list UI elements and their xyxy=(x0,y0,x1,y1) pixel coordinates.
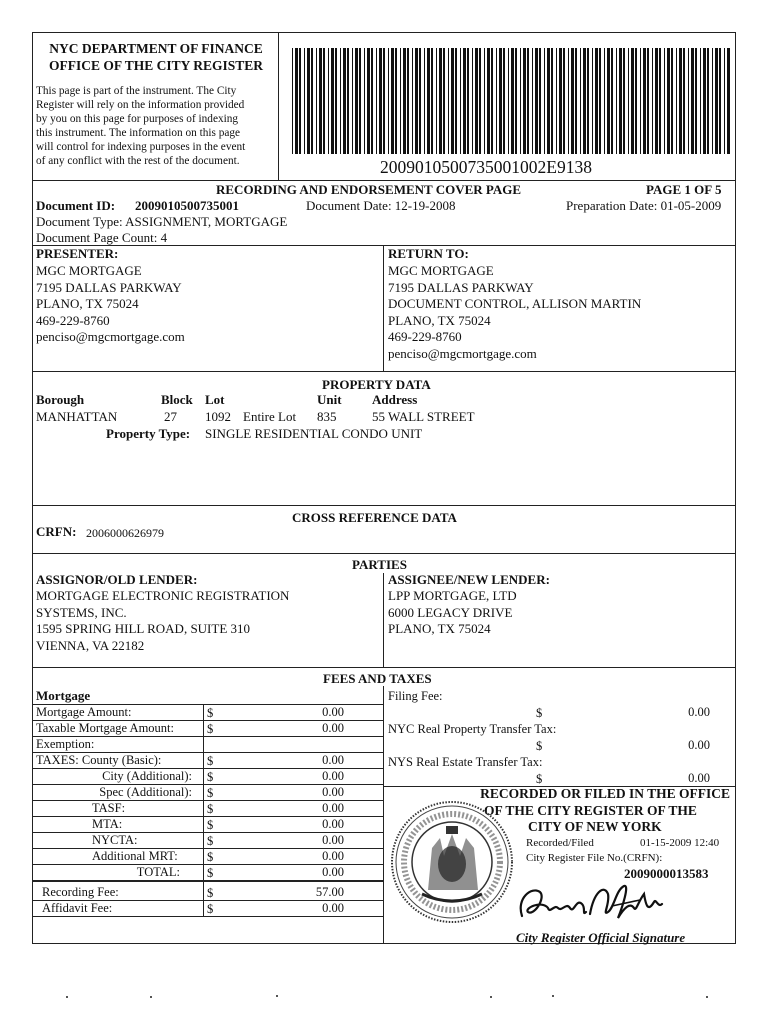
recorded-filed-label: Recorded/Filed xyxy=(526,837,594,849)
signature-caption: City Register Official Signature xyxy=(516,930,686,945)
nys-transfer-tax-label: NYS Real Estate Transfer Tax: xyxy=(388,755,543,769)
address-line: MGC MORTGAGE xyxy=(388,263,494,278)
address-line: VIENNA, VA 22182 xyxy=(36,637,145,653)
notice-line: Register will rely on the information provided xyxy=(36,99,245,111)
column-header-unit: Unit xyxy=(317,392,342,407)
document-id: 2009010500735001 xyxy=(135,198,239,213)
phone-number: 469-229-8760 xyxy=(388,329,462,344)
divider xyxy=(32,505,736,506)
divider xyxy=(32,371,736,372)
scan-artifact xyxy=(150,996,152,998)
parties-title: PARTIES xyxy=(352,557,407,572)
fee-amount: 0.00 xyxy=(322,801,344,815)
department-heading xyxy=(34,40,278,74)
fee-amount: 57.00 xyxy=(315,885,344,899)
fee-row-label: Spec (Additional): xyxy=(99,785,192,799)
phone-number: 469-229-8760 xyxy=(36,312,110,328)
scan-artifact xyxy=(490,996,492,998)
crfn-value: 2006000626979 xyxy=(86,526,164,540)
cross-reference-title: CROSS REFERENCE DATA xyxy=(292,510,457,525)
currency-symbol: $ xyxy=(207,834,214,848)
document-type: Document Type: ASSIGNMENT, MORTGAGE xyxy=(36,214,288,229)
address-line: LPP MORTGAGE, LTD xyxy=(388,588,517,603)
address-line: 1595 SPRING HILL ROAD, SUITE 310 xyxy=(36,621,251,636)
city-seal-icon xyxy=(388,798,516,926)
currency-symbol: $ xyxy=(207,786,214,800)
column-header-block: Block xyxy=(161,392,193,407)
fee-row-label: MTA: xyxy=(92,817,123,831)
document-id-label: Document ID: xyxy=(36,198,116,213)
property-type: SINGLE RESIDENTIAL CONDO UNIT xyxy=(205,426,423,441)
barcode-image xyxy=(292,48,730,154)
column-divider xyxy=(383,686,384,944)
scan-artifact xyxy=(276,995,278,997)
department-name: NYC DEPARTMENT OF FINANCE xyxy=(49,41,263,56)
crfn-label: CRFN: xyxy=(36,524,77,539)
assignee-address xyxy=(388,588,517,638)
fee-amount: 0.00 xyxy=(322,833,344,847)
fee-amount: 0.00 xyxy=(322,901,344,915)
assignor-address xyxy=(36,588,289,654)
fee-row-label: Recording Fee: xyxy=(42,885,119,899)
return-to-label: RETURN TO: xyxy=(388,246,469,261)
fee-amount: 0.00 xyxy=(322,817,344,831)
address-line: SYSTEMS, INC. xyxy=(36,604,127,620)
email-address: penciso@mgcmortgage.com xyxy=(388,345,537,361)
filing-fee-label: Filing Fee: xyxy=(388,689,443,703)
column-header-lot: Lot xyxy=(205,392,225,407)
fees-and-taxes-title: FEES AND TAXES xyxy=(323,671,432,686)
filing-fee-amount: 0.00 xyxy=(688,705,710,719)
currency-symbol: $ xyxy=(207,886,214,900)
presenter-label: PRESENTER: xyxy=(36,246,119,261)
notice-line: This page is part of the instrument. The City xyxy=(36,85,237,97)
fee-row-line xyxy=(32,848,383,849)
currency-symbol: $ xyxy=(207,754,214,768)
presenter-address xyxy=(36,263,185,346)
fee-row-label: Exemption: xyxy=(36,737,95,751)
column-header-address: Address xyxy=(372,392,418,407)
fee-row-line xyxy=(32,900,383,901)
total-rule xyxy=(32,880,383,882)
fee-row-label: TASF: xyxy=(92,801,126,815)
fee-row-label: Additional MRT: xyxy=(92,849,178,863)
recorded-filed-date: 01-15-2009 12:40 xyxy=(640,837,720,849)
fee-row-label: Taxable Mortgage Amount: xyxy=(36,721,174,735)
currency-symbol: $ xyxy=(207,866,214,880)
fee-amount: 0.00 xyxy=(322,785,344,799)
divider xyxy=(32,245,736,246)
notice-line: will control for indexing purposes in the event xyxy=(36,141,246,153)
fee-row-line xyxy=(32,916,383,917)
fee-row-label: Affidavit Fee: xyxy=(42,901,113,915)
address-line: 7195 DALLAS PARKWAY xyxy=(36,279,182,295)
property-unit: 835 xyxy=(317,409,337,424)
property-entire-lot: Entire Lot xyxy=(243,409,297,424)
fee-amount: 0.00 xyxy=(322,769,344,783)
property-data-title: PROPERTY DATA xyxy=(322,377,431,392)
address-line: PLANO, TX 75024 xyxy=(36,296,139,311)
property-borough: MANHATTAN xyxy=(36,409,118,424)
fee-amount: 0.00 xyxy=(322,705,344,719)
fee-amount: 0.00 xyxy=(322,753,344,767)
fee-row-line xyxy=(32,816,383,817)
address-line: PLANO, TX 75024 xyxy=(388,312,491,328)
preparation-date: Preparation Date: 01-05-2009 xyxy=(566,198,722,213)
column-header-borough: Borough xyxy=(36,392,85,407)
fee-amount: 0.00 xyxy=(322,865,344,879)
cover-page-title: RECORDING AND ENDORSEMENT COVER PAGE xyxy=(216,182,522,197)
scan-artifact xyxy=(552,995,554,997)
address-line: 7195 DALLAS PARKWAY xyxy=(388,279,534,295)
city-register-file-label: City Register File No.(CRFN): xyxy=(526,852,663,864)
currency-symbol: $ xyxy=(207,802,214,816)
currency-symbol: $ xyxy=(207,722,214,736)
fee-row-label: City (Additional): xyxy=(102,769,192,783)
fee-amount: 0.00 xyxy=(322,721,344,735)
fee-row-line xyxy=(32,784,383,785)
official-signature-icon xyxy=(512,878,672,928)
recorded-line: RECORDED OR FILED IN THE OFFICE xyxy=(480,786,730,801)
currency-symbol: $ xyxy=(207,706,214,720)
property-address: 55 WALL STREET xyxy=(372,409,475,424)
fee-row-line xyxy=(32,832,383,833)
fee-row-line xyxy=(32,800,383,801)
nyc-transfer-tax-amount: 0.00 xyxy=(688,738,710,752)
nys-transfer-tax-amount: 0.00 xyxy=(688,771,710,785)
address-line: MORTGAGE ELECTRONIC REGISTRATION xyxy=(36,588,290,603)
scan-artifact xyxy=(706,996,708,998)
property-type-label: Property Type: xyxy=(106,426,191,441)
address-line: MGC MORTGAGE xyxy=(36,263,142,278)
recorded-line: CITY OF NEW YORK xyxy=(528,819,662,834)
fee-row-label: TOTAL: xyxy=(136,865,180,879)
currency-symbol: $ xyxy=(536,772,543,786)
property-lot: 1092 xyxy=(205,409,231,424)
mortgage-section-label: Mortgage xyxy=(36,688,91,703)
email-address: penciso@mgcmortgage.com xyxy=(36,329,185,344)
indexing-notice xyxy=(36,84,245,168)
column-divider xyxy=(383,245,384,371)
fee-row-label: Mortgage Amount: xyxy=(36,705,132,719)
fee-row-line xyxy=(32,768,383,769)
assignor-label: ASSIGNOR/OLD LENDER: xyxy=(36,572,198,587)
currency-symbol: $ xyxy=(207,850,214,864)
notice-line: of any conflict with the rest of the document. xyxy=(36,155,240,167)
address-line: 6000 LEGACY DRIVE xyxy=(388,604,513,620)
notice-line: this instrument. The information on this page xyxy=(36,127,241,139)
currency-symbol: $ xyxy=(536,739,543,753)
fee-row-line xyxy=(32,720,383,721)
fee-row-label: TAXES: County (Basic): xyxy=(36,753,162,767)
currency-symbol: $ xyxy=(207,902,214,916)
column-divider xyxy=(383,573,384,667)
address-line: PLANO, TX 75024 xyxy=(388,621,491,636)
header-divider xyxy=(278,32,279,180)
fee-row-label: NYCTA: xyxy=(92,833,138,847)
fee-amount: 0.00 xyxy=(322,849,344,863)
address-line: DOCUMENT CONTROL, ALLISON MARTIN xyxy=(388,296,642,311)
return-to-address xyxy=(388,263,641,362)
currency-symbol: $ xyxy=(207,818,214,832)
notice-line: by you on this page for purposes of indexing xyxy=(36,113,239,125)
divider xyxy=(32,667,736,668)
barcode-number: 2009010500735001002E9138 xyxy=(380,157,592,177)
fee-row-line xyxy=(32,864,383,865)
fee-row-line xyxy=(32,736,383,737)
divider xyxy=(32,553,736,554)
assignee-label: ASSIGNEE/NEW LENDER: xyxy=(388,572,550,587)
currency-symbol: $ xyxy=(536,706,543,720)
recorded-line: OF THE CITY REGISTER OF THE xyxy=(484,802,697,818)
fee-row-line xyxy=(32,752,383,753)
city-register-file-number: 2009000013583 xyxy=(624,866,709,881)
office-name: OFFICE OF THE CITY REGISTER xyxy=(48,58,264,73)
document-page-count: Document Page Count: 4 xyxy=(36,230,168,245)
scan-artifact xyxy=(66,996,68,998)
property-block: 27 xyxy=(164,409,177,424)
divider xyxy=(32,180,736,181)
currency-symbol: $ xyxy=(207,770,214,784)
barcode-bar xyxy=(727,48,730,154)
nyc-transfer-tax-label: NYC Real Property Transfer Tax: xyxy=(388,722,557,736)
document-date: Document Date: 12-19-2008 xyxy=(306,198,456,213)
page-indicator: PAGE 1 OF 5 xyxy=(646,182,722,197)
